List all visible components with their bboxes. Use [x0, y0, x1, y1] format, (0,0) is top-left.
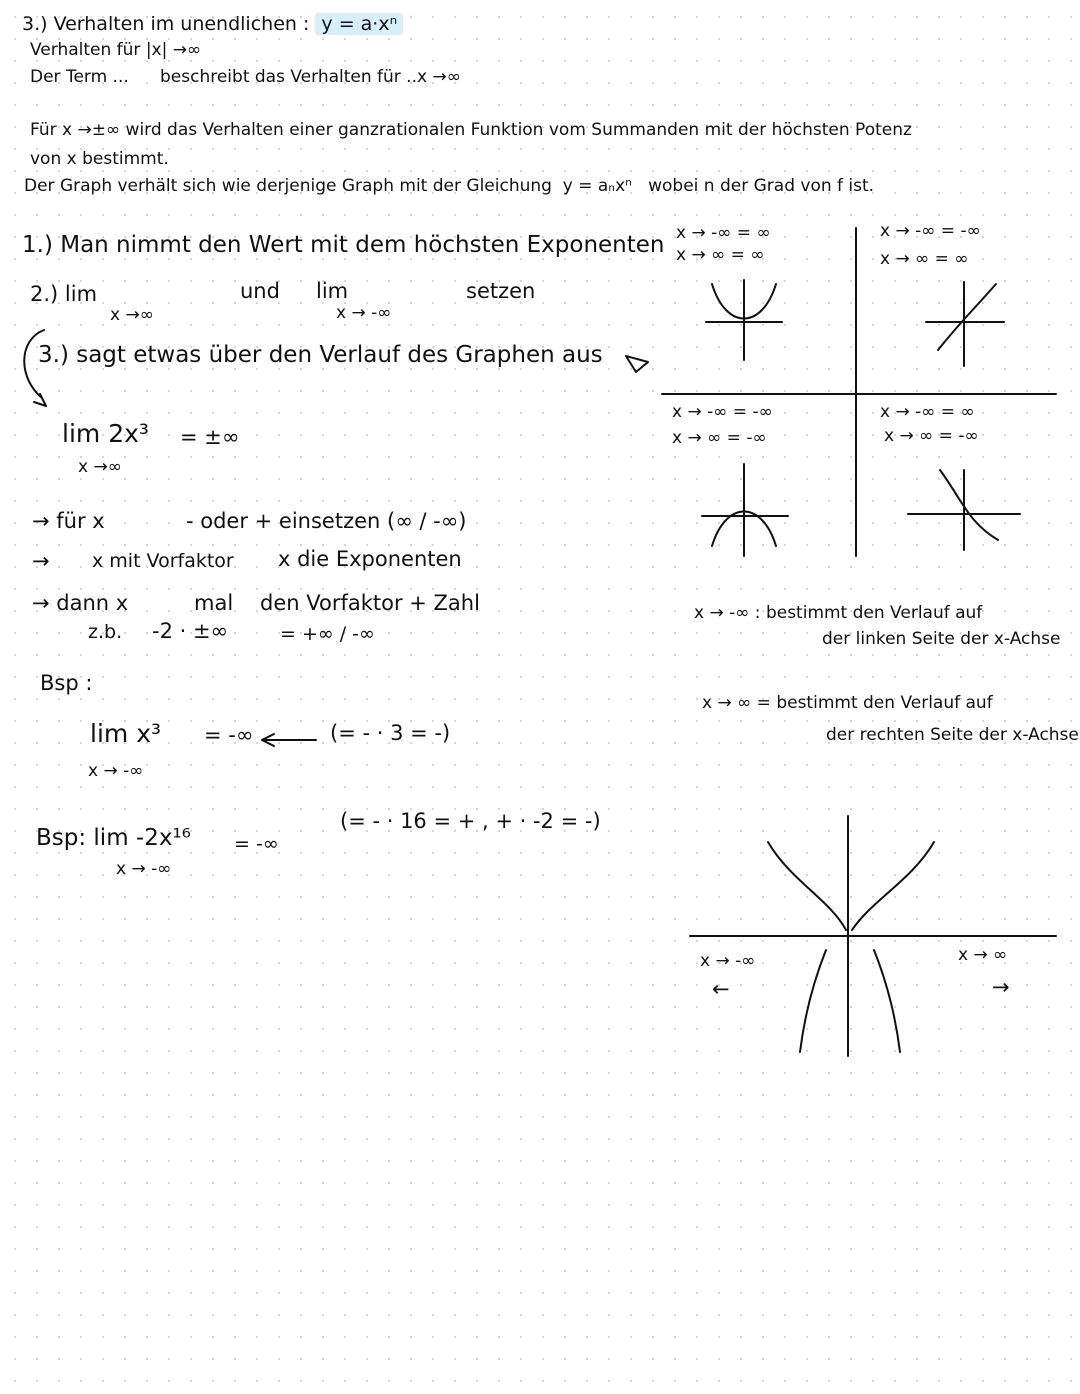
bsp-1-label: Bsp :	[40, 671, 93, 695]
header-line-3a: Der Term ...	[30, 67, 129, 87]
bsp-1-lim: lim x³	[90, 719, 162, 748]
step-2-lim-2: lim	[316, 279, 349, 303]
step-2-sub-1: x →∞	[110, 305, 154, 325]
rule-3b: mal	[194, 591, 234, 615]
rule-2a: →	[32, 549, 50, 573]
bottom-left-label: x → -∞	[700, 951, 756, 971]
bsp-1-note: (= - · 3 = -)	[330, 721, 451, 745]
quadrant-3-line-1: x → -∞ = -∞	[672, 402, 773, 422]
quadrant-1-graph	[706, 280, 782, 360]
bottom-graph	[690, 816, 1056, 1056]
example-main-result: = ±∞	[180, 425, 240, 449]
quadrant-2-graph	[926, 282, 1004, 366]
note-left-2: der linken Seite der x-Achse	[822, 629, 1061, 649]
example-main-sub: x →∞	[78, 457, 122, 477]
rule-2b: x mit Vorfaktor	[92, 550, 234, 572]
quadrant-1-line-1: x → -∞ = ∞	[676, 223, 771, 243]
rule-1a: → für x	[32, 509, 105, 533]
step-3-bracket	[24, 330, 44, 398]
note-right-2: der rechten Seite der x-Achse	[826, 725, 1079, 745]
header-line-2: Verhalten für |x| →∞	[30, 40, 202, 60]
bsp-1-sub: x → -∞	[88, 761, 144, 781]
rule-1b: - oder + einsetzen (∞ / -∞)	[186, 509, 467, 533]
step-2-setzen: setzen	[466, 279, 536, 303]
step-1: 1.) Man nimmt den Wert mit dem höchsten Exponenten	[22, 232, 665, 258]
note-right-1: x → ∞ = bestimmt den Verlauf auf	[702, 693, 993, 713]
title-formula: y = a·xⁿ	[315, 13, 403, 35]
intro-line-2: von x bestimmt.	[30, 149, 169, 169]
bsp-1-arrow	[262, 734, 316, 746]
bsp-1-result: = -∞	[204, 723, 254, 747]
rule-4c: = +∞ / -∞	[280, 623, 375, 645]
bsp-2-note: (= - · 16 = + , + · -2 = -)	[340, 809, 601, 833]
step-2-sub-2: x → -∞	[336, 303, 392, 323]
step-3-triangle-icon	[626, 356, 648, 372]
quadrant-3-graph	[702, 464, 788, 556]
header-line-3b: beschreibt das Verhalten für ..x →∞	[160, 67, 461, 87]
bottom-right-label: x → ∞	[958, 945, 1008, 965]
rule-2c: x die Exponenten	[278, 547, 462, 571]
bottom-left-arrow: ←	[712, 977, 730, 1001]
rule-3a: → dann x	[32, 591, 129, 615]
step-2-lim: 2.) lim	[30, 282, 98, 306]
quadrant-2-line-2: x → ∞ = ∞	[880, 249, 969, 269]
quadrant-4-graph	[908, 470, 1020, 550]
rule-4b: -2 · ±∞	[152, 619, 229, 643]
rule-4a: z.b.	[88, 621, 123, 643]
bsp-2-label: Bsp: lim -2x¹⁶	[36, 825, 191, 851]
step-2-und: und	[240, 279, 280, 303]
note-left-1: x → -∞ : bestimmt den Verlauf auf	[694, 603, 983, 623]
intro-formula: y = aₙxⁿ	[562, 176, 632, 196]
rule-3c: den Vorfaktor + Zahl	[260, 591, 480, 615]
bsp-2-sub: x → -∞	[116, 859, 172, 879]
quadrant-4-line-2: x → ∞ = -∞	[884, 426, 979, 446]
quadrant-1-line-2: x → ∞ = ∞	[676, 245, 765, 265]
step-3-arrow-tip	[34, 394, 46, 406]
section-title: 3.) Verhalten im unendlichen : y = a·xⁿ	[22, 14, 403, 35]
quadrant-2-line-1: x → -∞ = -∞	[880, 221, 981, 241]
example-main-lim: lim 2x³	[62, 419, 149, 448]
intro-line-3: Der Graph verhält sich wie derjenige Graph mit der Gleichung y = aₙxⁿ wobei n der Grad von f ist.	[24, 176, 875, 196]
step-3: 3.) sagt etwas über den Verlauf des Graphen aus	[38, 342, 603, 368]
bsp-2-result: = -∞	[234, 833, 279, 855]
quadrant-4-line-1: x → -∞ = ∞	[880, 402, 975, 422]
bottom-right-arrow: →	[992, 975, 1010, 999]
quadrant-3-line-2: x → ∞ = -∞	[672, 428, 767, 448]
intro-line-1: Für x →±∞ wird das Verhalten einer ganzrationalen Funktion vom Summanden mit der höchsten Potenz	[30, 120, 912, 140]
